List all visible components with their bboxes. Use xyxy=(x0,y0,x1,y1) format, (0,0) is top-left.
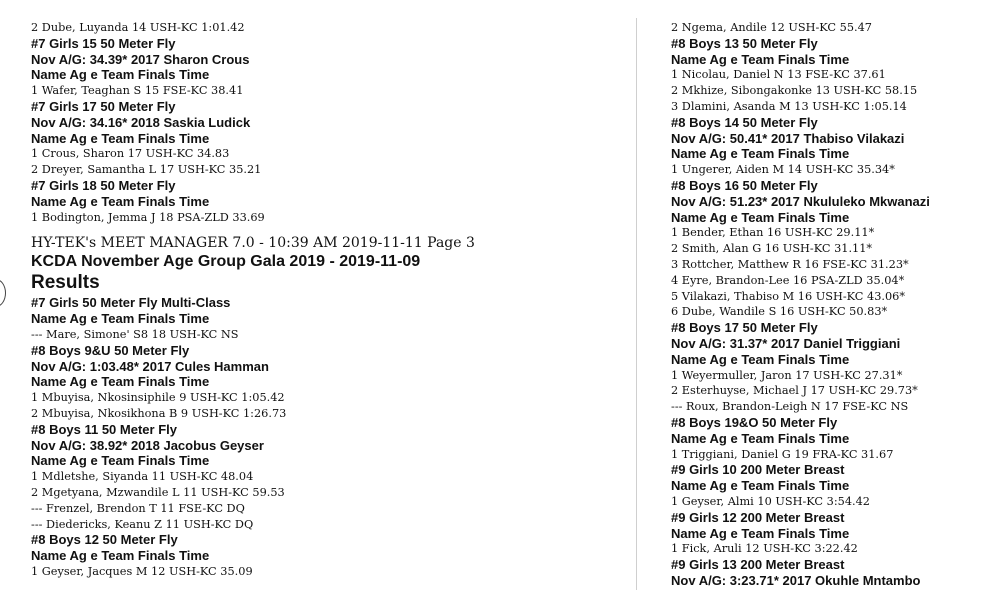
event-heading: #9 Girls 10 200 Meter Breast xyxy=(671,462,845,478)
column-header-line: Name Ag e Team Finals Time xyxy=(31,311,210,327)
column-header-line: Name Ag e Team Finals Time xyxy=(671,430,850,446)
result-line: 4 Eyre, Brandon-Lee 16 PSA-ZLD 35.04* xyxy=(671,273,905,287)
event-heading: #8 Boys 11 50 Meter Fly xyxy=(31,421,177,437)
result-line: 1 Weyermuller, Jaron 17 USH-KC 27.31* xyxy=(671,368,903,382)
result-line: 5 Vilakazi, Thabiso M 16 USH-KC 43.06* xyxy=(671,289,906,303)
event-heading: #8 Boys 9&U 50 Meter Fly xyxy=(31,342,190,358)
result-line: 2 Mgetyana, Mzwandile L 11 USH-KC 59.53 xyxy=(31,485,285,499)
event-heading: #7 Girls 50 Meter Fly Multi-Class xyxy=(31,295,231,311)
column-header-line: Name Ag e Team Finals Time xyxy=(671,209,850,225)
result-line: --- Diedericks, Keanu Z 11 USH-KC DQ xyxy=(31,517,254,531)
result-line: 2 Esterhuyse, Michael J 17 USH-KC 29.73* xyxy=(671,384,918,398)
event-heading: #7 Girls 18 50 Meter Fly xyxy=(31,177,176,193)
result-line: 2 Ngema, Andile 12 USH-KC 55.47 xyxy=(671,21,872,34)
result-line: 1 Wafer, Teaghan S 15 FSE-KC 38.41 xyxy=(31,84,244,98)
record-line: Nov A/G: 3:23.71* 2017 Okuhle Mntambo xyxy=(671,572,921,588)
record-line: Nov A/G: 34.16* 2018 Saskia Ludick xyxy=(31,114,251,130)
meet-title: KCDA November Age Group Gala 2019 - 2019-11-09 xyxy=(31,253,421,271)
event-heading: #8 Boys 16 50 Meter Fly xyxy=(671,177,818,193)
event-heading: #9 Girls 12 200 Meter Breast xyxy=(671,509,845,525)
record-line: Nov A/G: 38.92* 2018 Jacobus Geyser xyxy=(31,437,264,453)
left-column xyxy=(31,20,621,580)
event-heading: #7 Girls 17 50 Meter Fly xyxy=(31,98,176,114)
record-line: Nov A/G: 51.23* 2017 Nkululeko Mkwanazi xyxy=(671,193,930,209)
result-line: 2 Mkhize, Sibongakonke 13 USH-KC 58.15 xyxy=(671,84,918,98)
result-line: 6 Dube, Wandile S 16 USH-KC 50.83* xyxy=(671,305,888,319)
right-column xyxy=(671,20,971,589)
software-header: HY-TEK's MEET MANAGER 7.0 - 10:39 AM 2019-11-11 Page 3 xyxy=(31,235,475,252)
result-line: 2 Smith, Alan G 16 USH-KC 31.11* xyxy=(671,242,873,256)
result-line: 1 Bender, Ethan 16 USH-KC 29.11* xyxy=(671,226,875,240)
column-divider xyxy=(636,18,637,590)
result-line: 1 Geyser, Almi 10 USH-KC 3:54.42 xyxy=(671,494,870,508)
result-line: 1 Geyser, Jacques M 12 USH-KC 35.09 xyxy=(31,564,253,578)
column-header-line: Name Ag e Team Finals Time xyxy=(31,548,210,564)
column-header-line: Name Ag e Team Finals Time xyxy=(31,453,210,469)
result-line: 1 Mbuyisa, Nkosinsiphile 9 USH-KC 1:05.42 xyxy=(31,391,285,405)
result-line: 3 Rottcher, Matthew R 16 FSE-KC 31.23* xyxy=(671,257,909,271)
result-line: --- Roux, Brandon-Leigh N 17 FSE-KC NS xyxy=(671,400,909,414)
result-line: 2 Dreyer, Samantha L 17 USH-KC 35.21 xyxy=(31,163,262,177)
record-line: Nov A/G: 34.39* 2017 Sharon Crous xyxy=(31,51,250,67)
column-header-line: Name Ag e Team Finals Time xyxy=(31,130,210,146)
record-line: Nov A/G: 50.41* 2017 Thabiso Vilakazi xyxy=(671,130,905,146)
result-line: --- Frenzel, Brendon T 11 FSE-KC DQ xyxy=(31,501,245,515)
result-line: 2 Mbuyisa, Nkosikhona B 9 USH-KC 1:26.73 xyxy=(31,406,287,420)
result-line: 1 Triggiani, Daniel G 19 FRA-KC 31.67 xyxy=(671,447,894,461)
event-heading: #8 Boys 17 50 Meter Fly xyxy=(671,320,818,336)
result-line: 1 Crous, Sharon 17 USH-KC 34.83 xyxy=(31,147,230,161)
event-heading: #8 Boys 13 50 Meter Fly xyxy=(671,35,818,51)
result-line: 3 Dlamini, Asanda M 13 USH-KC 1:05.14 xyxy=(671,99,907,113)
event-heading: #9 Girls 13 200 Meter Breast xyxy=(671,557,845,573)
event-heading: #8 Boys 14 50 Meter Fly xyxy=(671,114,818,130)
column-header-line: Name Ag e Team Finals Time xyxy=(671,351,850,367)
column-header-line: Name Ag e Team Finals Time xyxy=(671,525,850,541)
column-header-line: Name Ag e Team Finals Time xyxy=(31,67,210,83)
result-line: 1 Mdletshe, Siyanda 11 USH-KC 48.04 xyxy=(31,470,254,484)
result-line: 1 Nicolau, Daniel N 13 FSE-KC 37.61 xyxy=(671,68,886,82)
results-heading: Results xyxy=(31,272,100,294)
column-header-line: Name Ag e Team Finals Time xyxy=(31,193,210,209)
event-heading: #8 Boys 19&O 50 Meter Fly xyxy=(671,414,838,430)
event-heading: #7 Girls 15 50 Meter Fly xyxy=(31,35,176,51)
column-header-line: Name Ag e Team Finals Time xyxy=(671,478,850,494)
record-line: Nov A/G: 31.37* 2017 Daniel Triggiani xyxy=(671,335,901,351)
column-header-line: Name Ag e Team Finals Time xyxy=(671,146,850,162)
record-line: Nov A/G: 1:03.48* 2017 Cules Hamman xyxy=(31,358,269,374)
result-line: 2 Dube, Luyanda 14 USH-KC 1:01.42 xyxy=(31,21,245,34)
column-header-line: Name Ag e Team Finals Time xyxy=(671,51,850,67)
partial-circle-icon xyxy=(0,279,6,307)
event-heading: #8 Boys 12 50 Meter Fly xyxy=(31,532,178,548)
result-line: 1 Bodington, Jemma J 18 PSA-ZLD 33.69 xyxy=(31,210,265,224)
result-line: 1 Fick, Aruli 12 USH-KC 3:22.42 xyxy=(671,542,858,556)
result-line: 1 Ungerer, Aiden M 14 USH-KC 35.34* xyxy=(671,163,895,177)
column-header-line: Name Ag e Team Finals Time xyxy=(31,374,210,390)
result-line: --- Mare, Simone' S8 18 USH-KC NS xyxy=(31,327,239,341)
